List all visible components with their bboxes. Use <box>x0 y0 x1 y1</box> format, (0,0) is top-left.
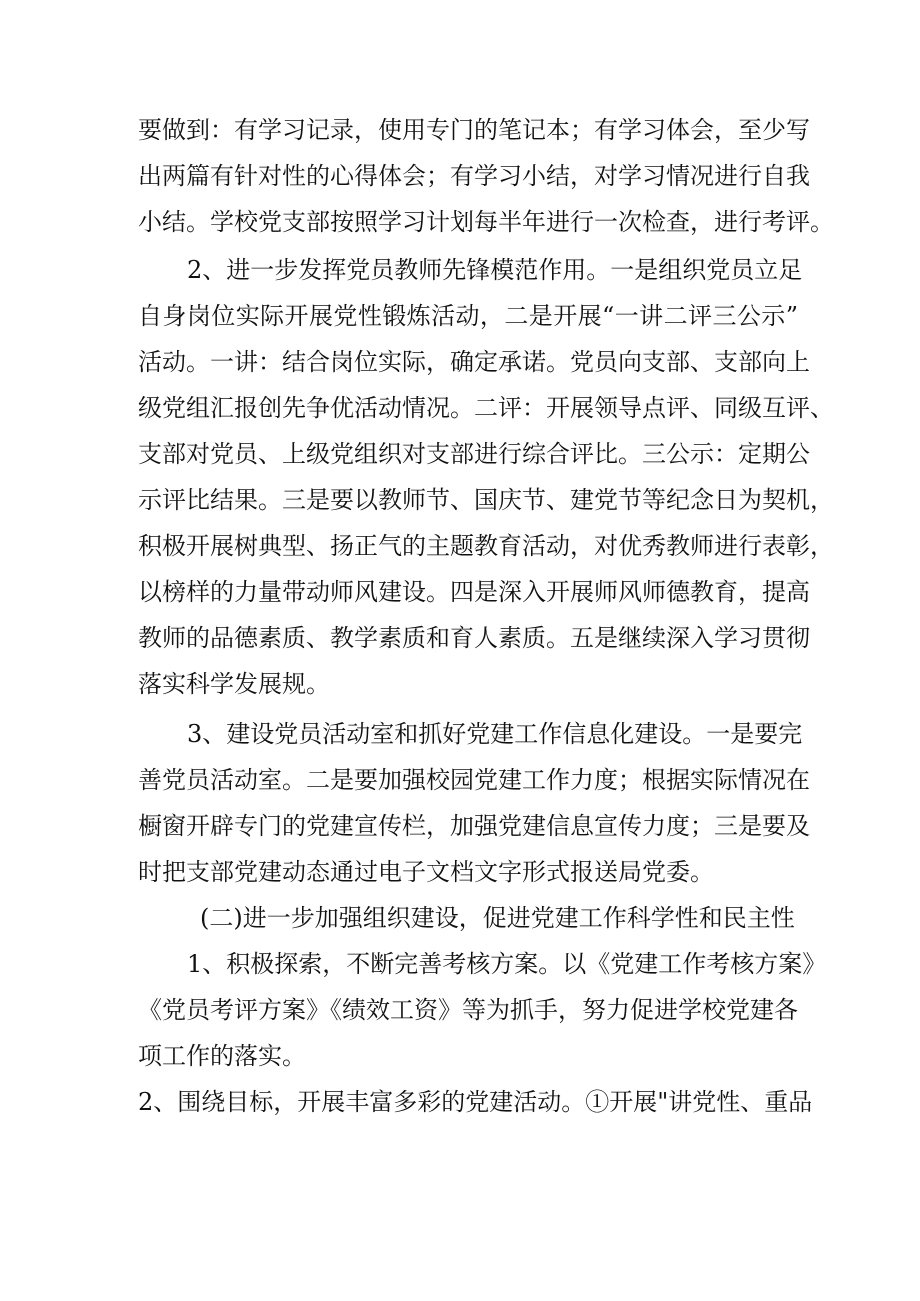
paragraph-line: 《党员考评方案》《绩效工资》等为抓手，努力促进学校党建各 <box>138 996 798 1024</box>
paragraph-line: 时把支部党建动态通过电子文档文字形式报送局党委。 <box>138 858 714 886</box>
paragraph-line: 要做到：有学习记录，使用专门的笔记本；有学习体会，至少写 <box>138 116 810 144</box>
paragraph-line: 3、建设党员活动室和抓好党建工作信息化建设。一是要完 <box>187 720 803 748</box>
paragraph-line: 教师的品德素质、教学素质和育人素质。五是继续深入学习贯彻 <box>138 624 810 652</box>
section-heading: (二)进一步加强组织建设，促进党建工作科学性和民主性 <box>200 904 795 932</box>
paragraph-line: 支部对党员、上级党组织对支部进行综合评比。三公示：定期公 <box>138 440 810 468</box>
paragraph-line: 出两篇有针对性的心得体会；有学习小结，对学习情况进行自我 <box>138 162 810 190</box>
paragraph-line: 自身岗位实际开展党性锻炼活动，二是开展“一讲二评三公示” <box>138 302 798 330</box>
paragraph-line: 以榜样的力量带动师风建设。四是深入开展师风师德教育，提高 <box>138 578 810 606</box>
paragraph-line: 小结。学校党支部按照学习计划每半年进行一次检查，进行考评。 <box>138 208 834 236</box>
paragraph-line: 2、围绕目标，开展丰富多彩的党建活动。①开展"讲党性、重品 <box>138 1088 813 1116</box>
paragraph-line: 活动。一讲：结合岗位实际，确定承诺。党员向支部、支部向上 <box>138 348 810 376</box>
paragraph-line: 项工作的落实。 <box>138 1042 306 1070</box>
paragraph-line: 落实科学发展规。 <box>138 670 330 698</box>
paragraph-line: 善党员活动室。二是要加强校园党建工作力度；根据实际情况在 <box>138 766 810 794</box>
paragraph-line: 级党组汇报创先争优活动情况。二评：开展领导点评、同级互评、 <box>138 394 834 422</box>
paragraph-line: 积极开展树典型、扬正气的主题教育活动，对优秀教师进行表彰， <box>138 532 834 560</box>
paragraph-line: 示评比结果。三是要以教师节、国庆节、建党节等纪念日为契机， <box>138 486 834 514</box>
paragraph-line: 橱窗开辟专门的党建宣传栏，加强党建信息宣传力度；三是要及 <box>138 812 810 840</box>
paragraph-line: 2、进一步发挥党员教师先锋模范作用。一是组织党员立足 <box>187 256 803 284</box>
paragraph-line: 1、积极探索，不断完善考核方案。以《党建工作考核方案》 <box>187 950 827 978</box>
